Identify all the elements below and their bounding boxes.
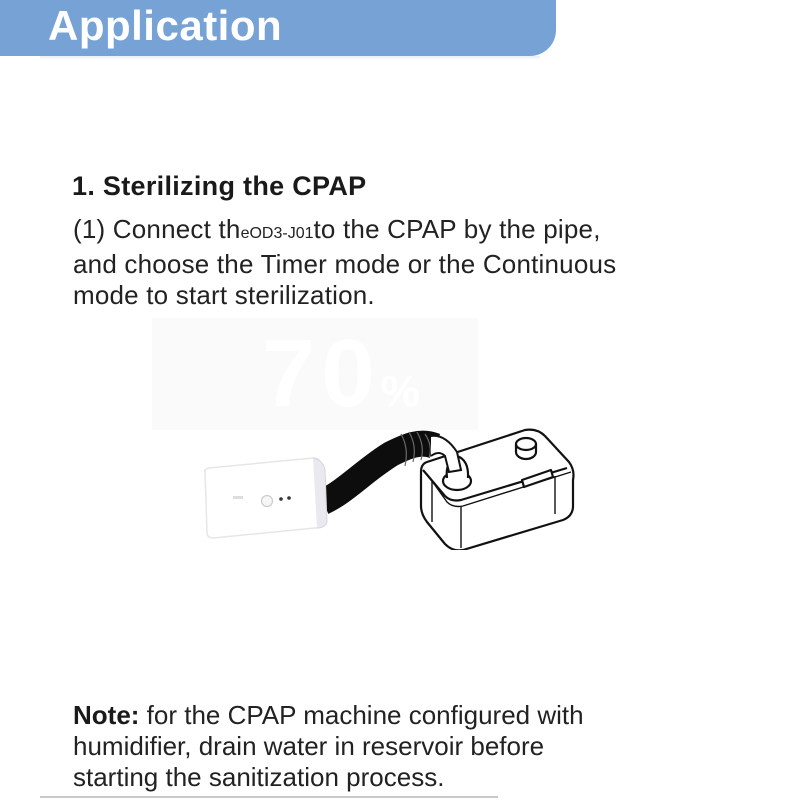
bottom-divider [40,796,498,798]
connection-illustration [195,410,595,550]
step-instruction [73,214,773,311]
step-line-3: mode to start sterilization. [73,280,375,310]
watermark-value: 70 [262,320,381,427]
note-line-1-text: for the CPAP machine configured with [139,700,584,730]
note [73,700,773,793]
step-prefix-small: e [240,225,250,242]
section-heading: 1. Sterilizing the CPAP [72,171,367,201]
step-line-2: and choose the Timer mode or the Continuous [73,249,617,279]
page-title: Application [48,2,283,49]
note-label: Note: [73,700,140,730]
step-prefix: (1) Connect th [73,214,241,244]
sanitizer-device-icon [205,458,328,538]
note-line-1 [73,700,773,731]
model-code: OD3-J01 [249,225,314,242]
watermark-unit: % [380,367,420,416]
note-line-2: humidifier, drain water in reservoir before [73,731,545,761]
step-line-1 [73,214,773,249]
step-line-1-rest: to the CPAP by the pipe, [313,214,601,244]
note-line-3: starting the sanitization process. [73,762,445,792]
banner-shadow [40,56,540,60]
